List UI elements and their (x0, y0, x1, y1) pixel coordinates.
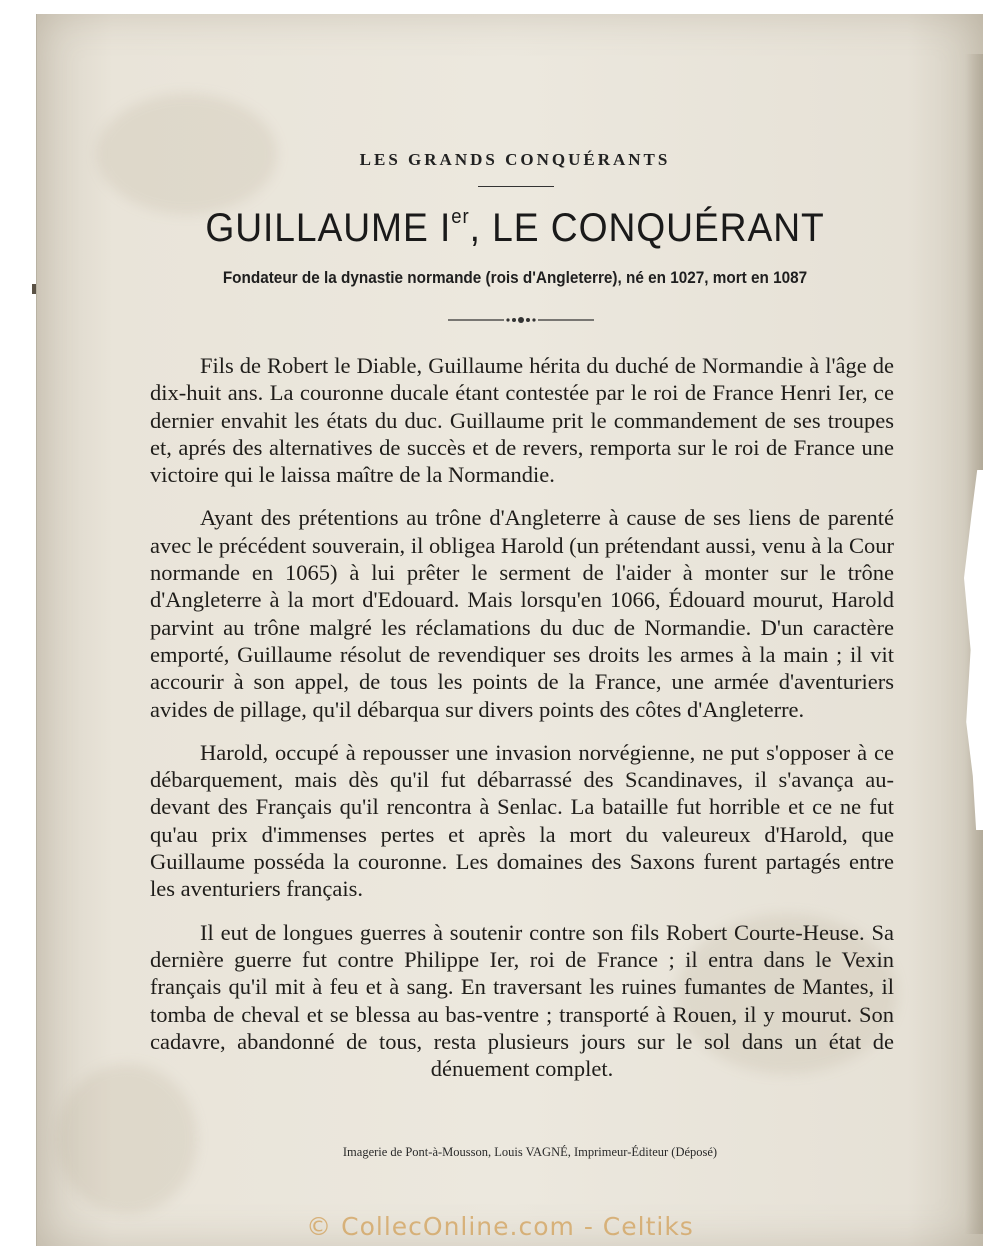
series-title: LES GRANDS CONQUÉRANTS (359, 150, 671, 169)
paragraph: Il eut de longues guerres à soutenir contre son fils Robert Courte-Heuse. Sa dernière guerre fut contre Philippe Ier, roi de France ; il entra dans le Vexin français qu'il mit à feu et à sang. En traversant les ruines fumantes de Mantes, il tomba de cheval et se blessa au bas-ventre ; transporté à Rouen, il y mourut. Son cadavre, abandonné de tous, resta plusieurs jours sur le sol dans un état de dénuement complet. (150, 919, 894, 1082)
title-superscript: er (451, 206, 470, 228)
page-subtitle: Fondateur de la dynastie normande (rois d'Angleterre), né en 1027, mort en 1087 (222, 268, 808, 287)
title-main: GUILLAUME I (205, 206, 452, 250)
paragraph: Harold, occupé à repousser une invasion norvégienne, ne put s'opposer à ce débarquement, mais dès qu'il fut débarrassé des Scandinaves, il s'avança au-devant des Français qu'il rencontra à Senlac. La bataille fut horrible et ce ne fut qu'au prix d'immenses pertes et après la mort du valeureux d'Harold, que Guillaume posséda la couronne. Les domaines des Saxons furent partagés entre les aventuriers français. (150, 739, 894, 902)
article-body (150, 352, 894, 1098)
binding-mark (32, 284, 36, 294)
paragraph: Fils de Robert le Diable, Guillaume hérita du duché de Normandie à l'âge de dix-huit ans. La couronne ducale étant contestée par le roi de France Henri Ier, ce dernier envahit les états du duc. Guillaume prit le commandement de ses troupes et, aprés des alternatives de succès et de revers, remporta sur le roi de France une victoire qui le laissa maître de la Normandie. (150, 353, 894, 488)
series-underline (478, 186, 554, 187)
copyright-watermark: © CollecOnline.com - Celtiks (306, 1212, 694, 1241)
paragraph: Ayant des prétentions au trône d'Angleterre à cause de ses liens de parenté avec le précédent souverain, il obligea Harold (un prétendant aussi, venu à la Cour normande en 1065) à lui prêter le serment de l'aider à monter sur le trône d'Angleterre à la mort d'Edouard. Mais lorsqu'en 1066, Édouard mourut, Harold parvint au trône malgré les réclamations du duc de Normandie. D'un caractère emporté, Guillaume résolut de revendiquer ses droits les armes à la main ; il vit accourir à son appel, de tous les points de la France, une armée d'aventuriers avides de pillage, qu'il débarqua sur divers points des côtes d'Angleterre. (150, 505, 894, 722)
imprint-footer: Imagerie de Pont-à-Mousson, Louis VAGNÉ, Imprimeur-Éditeur (Déposé) (342, 1145, 718, 1159)
ornament-divider (446, 310, 596, 330)
title-rest: , LE CONQUÉRANT (469, 206, 825, 250)
page-title (176, 206, 855, 251)
